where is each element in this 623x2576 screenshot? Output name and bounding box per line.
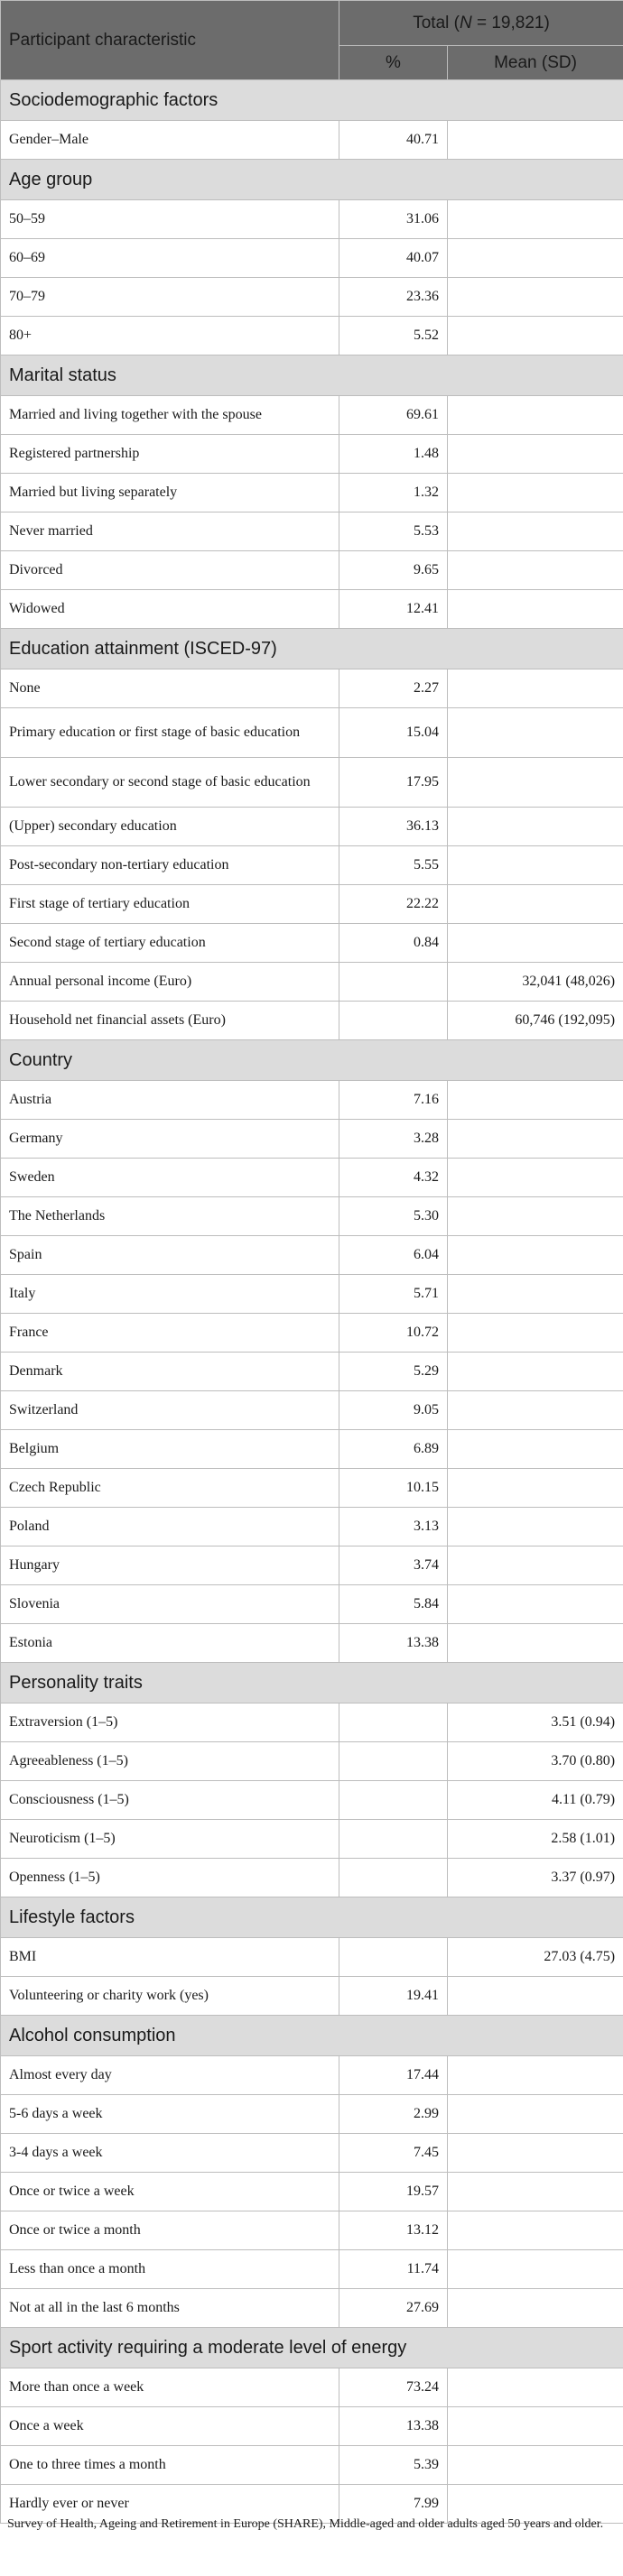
row-label: Divorced [1,551,339,590]
table-row [1,1391,623,1430]
table-row [1,317,623,355]
row-mean-sd [448,1236,623,1275]
section-header-row [1,355,623,396]
row-percent: 7.45 [339,2134,448,2173]
table-row [1,1081,623,1120]
row-percent: 11.74 [339,2250,448,2289]
row-label: Registered partnership [1,435,339,474]
row-percent: 5.39 [339,2446,448,2485]
table-row [1,1820,623,1859]
row-percent: 2.27 [339,669,448,708]
row-label: None [1,669,339,708]
row-percent: 19.41 [339,1977,448,2016]
table-row [1,551,623,590]
row-percent: 23.36 [339,278,448,317]
row-percent: 5.84 [339,1585,448,1624]
row-percent: 15.04 [339,708,448,758]
row-percent: 31.06 [339,200,448,239]
row-percent: 3.74 [339,1547,448,1585]
row-mean-sd: 60,746 (192,095) [448,1002,623,1040]
row-percent: 69.61 [339,396,448,435]
row-percent: 40.07 [339,239,448,278]
row-mean-sd: 3.37 (0.97) [448,1859,623,1897]
table-row [1,1236,623,1275]
row-label: Spain [1,1236,339,1275]
row-mean-sd [448,121,623,160]
row-label: First stage of tertiary education [1,885,339,924]
section-header-row [1,1040,623,1081]
section-title: Sport activity requiring a moderate level of energy [1,2328,623,2368]
row-label: Once or twice a month [1,2211,339,2250]
row-label: One to three times a month [1,2446,339,2485]
table-body [1,80,623,2524]
table-row [1,1508,623,1547]
table-row [1,1742,623,1781]
row-percent: 7.16 [339,1081,448,1120]
row-label: Widowed [1,590,339,629]
row-mean-sd [448,1977,623,2016]
section-header-row [1,160,623,200]
row-percent: 10.72 [339,1314,448,1353]
row-label: Married but living separately [1,474,339,512]
table-row [1,1781,623,1820]
row-label: Not at all in the last 6 months [1,2289,339,2328]
row-mean-sd: 27.03 (4.75) [448,1938,623,1977]
row-mean-sd [448,2368,623,2407]
row-label: 50–59 [1,200,339,239]
row-percent: 3.28 [339,1120,448,1159]
row-percent: 1.32 [339,474,448,512]
table-row [1,1703,623,1742]
header-total-suffix: = 19,821) [471,13,550,32]
header-total-prefix: Total ( [413,13,460,32]
row-label: Married and living together with the spouse [1,396,339,435]
row-label: Once a week [1,2407,339,2446]
row-percent: 5.29 [339,1353,448,1391]
row-mean-sd [448,512,623,551]
section-header-row [1,2016,623,2056]
row-percent: 9.65 [339,551,448,590]
row-percent: 13.38 [339,1624,448,1663]
table-row [1,278,623,317]
row-label: 5-6 days a week [1,2095,339,2134]
table-row [1,924,623,963]
table-row [1,2289,623,2328]
row-label: Post-secondary non-tertiary education [1,846,339,885]
section-title: Education attainment (ISCED-97) [1,629,623,669]
row-percent: 10.15 [339,1469,448,1508]
row-percent: 36.13 [339,808,448,846]
table-row [1,1120,623,1159]
row-mean-sd [448,317,623,355]
row-mean-sd [448,551,623,590]
table-row [1,396,623,435]
table-row [1,1469,623,1508]
row-label: Germany [1,1120,339,1159]
row-mean-sd [448,808,623,846]
table-row [1,121,623,160]
row-percent: 17.95 [339,758,448,808]
table-row [1,2173,623,2211]
header-mean-sd: Mean (SD) [448,46,623,80]
row-percent: 1.48 [339,435,448,474]
row-label: Almost every day [1,2056,339,2095]
row-percent [339,1820,448,1859]
row-percent [339,1703,448,1742]
table-row [1,2407,623,2446]
row-mean-sd [448,758,623,808]
row-label: Belgium [1,1430,339,1469]
row-label: Consciousness (1–5) [1,1781,339,1820]
row-label: Less than once a month [1,2250,339,2289]
row-mean-sd: 3.70 (0.80) [448,1742,623,1781]
row-label: Sweden [1,1159,339,1197]
table-row [1,1002,623,1040]
table-row [1,1624,623,1663]
row-label: Once or twice a week [1,2173,339,2211]
row-label: Poland [1,1508,339,1547]
row-percent: 4.32 [339,1159,448,1197]
row-label: Switzerland [1,1391,339,1430]
row-mean-sd [448,2446,623,2485]
row-mean-sd [448,2056,623,2095]
table-row [1,1430,623,1469]
header-participant-characteristic: Participant characteristic [1,1,339,80]
row-percent [339,1859,448,1897]
row-mean-sd [448,1314,623,1353]
table-row [1,758,623,808]
row-percent: 27.69 [339,2289,448,2328]
row-label: BMI [1,1938,339,1977]
table-row [1,512,623,551]
row-label: Italy [1,1275,339,1314]
row-mean-sd [448,1391,623,1430]
row-percent: 5.71 [339,1275,448,1314]
row-percent: 6.04 [339,1236,448,1275]
table-row [1,708,623,758]
row-label: Never married [1,512,339,551]
row-label: 3-4 days a week [1,2134,339,2173]
row-label: More than once a week [1,2368,339,2407]
row-percent [339,1781,448,1820]
table-row [1,590,623,629]
row-mean-sd [448,1159,623,1197]
row-mean-sd [448,1081,623,1120]
row-mean-sd [448,1120,623,1159]
row-mean-sd [448,1275,623,1314]
row-label: Hardly ever or never [1,2485,339,2524]
table-row [1,1197,623,1236]
row-label: Austria [1,1081,339,1120]
table-row [1,435,623,474]
row-label: Gender–Male [1,121,339,160]
row-mean-sd [448,435,623,474]
table-row [1,1585,623,1624]
row-percent: 9.05 [339,1391,448,1430]
row-mean-sd [448,924,623,963]
section-header-row [1,2328,623,2368]
table-row [1,2446,623,2485]
table-row [1,669,623,708]
row-percent: 3.13 [339,1508,448,1547]
table-row [1,1977,623,2016]
section-title: Age group [1,160,623,200]
row-mean-sd [448,708,623,758]
row-mean-sd [448,1197,623,1236]
row-label: Openness (1–5) [1,1859,339,1897]
table-row [1,200,623,239]
table-row [1,2250,623,2289]
header-total [339,1,623,46]
row-label: France [1,1314,339,1353]
row-mean-sd [448,2407,623,2446]
row-mean-sd [448,1353,623,1391]
row-mean-sd [448,1547,623,1585]
row-mean-sd [448,1508,623,1547]
row-percent: 6.89 [339,1430,448,1469]
table-row [1,1859,623,1897]
row-label: Slovenia [1,1585,339,1624]
section-header-row [1,1897,623,1938]
table-row [1,1938,623,1977]
row-percent: 13.12 [339,2211,448,2250]
header-percent: % [339,46,448,80]
row-percent: 40.71 [339,121,448,160]
row-label: Annual personal income (Euro) [1,963,339,1002]
row-label: Volunteering or charity work (yes) [1,1977,339,2016]
row-percent: 5.53 [339,512,448,551]
table-row [1,808,623,846]
section-title: Lifestyle factors [1,1897,623,1938]
row-label: Second stage of tertiary education [1,924,339,963]
row-mean-sd [448,846,623,885]
row-label: Neuroticism (1–5) [1,1820,339,1859]
row-percent: 73.24 [339,2368,448,2407]
row-percent: 12.41 [339,590,448,629]
row-mean-sd: 2.58 (1.01) [448,1820,623,1859]
row-label: Primary education or first stage of basic education [1,708,339,758]
row-label: 70–79 [1,278,339,317]
row-mean-sd [448,239,623,278]
row-percent [339,1742,448,1781]
row-mean-sd [448,590,623,629]
table-row [1,846,623,885]
row-percent: 0.84 [339,924,448,963]
row-label: Czech Republic [1,1469,339,1508]
row-mean-sd [448,2173,623,2211]
section-header-row [1,629,623,669]
row-mean-sd: 3.51 (0.94) [448,1703,623,1742]
row-label: 60–69 [1,239,339,278]
table-row [1,1275,623,1314]
table-row [1,963,623,1002]
section-title: Country [1,1040,623,1081]
row-label: Lower secondary or second stage of basic education [1,758,339,808]
row-percent: 13.38 [339,2407,448,2446]
row-percent: 5.30 [339,1197,448,1236]
row-label: Denmark [1,1353,339,1391]
row-label: The Netherlands [1,1197,339,1236]
row-mean-sd [448,200,623,239]
row-percent [339,1002,448,1040]
row-mean-sd [448,2250,623,2289]
row-mean-sd [448,1430,623,1469]
table-row [1,2056,623,2095]
row-mean-sd: 4.11 (0.79) [448,1781,623,1820]
row-percent: 2.99 [339,2095,448,2134]
row-label: (Upper) secondary education [1,808,339,846]
row-mean-sd [448,885,623,924]
table-row [1,474,623,512]
row-mean-sd [448,474,623,512]
table-row [1,885,623,924]
row-mean-sd [448,2095,623,2134]
row-percent: 5.55 [339,846,448,885]
section-title: Alcohol consumption [1,2016,623,2056]
row-mean-sd [448,2289,623,2328]
row-mean-sd [448,669,623,708]
row-percent [339,963,448,1002]
table-row [1,1314,623,1353]
section-title: Personality traits [1,1663,623,1703]
table-row [1,2134,623,2173]
table-row [1,2368,623,2407]
row-percent: 7.99 [339,2485,448,2524]
row-percent [339,1938,448,1977]
row-percent: 5.52 [339,317,448,355]
row-mean-sd: 32,041 (48,026) [448,963,623,1002]
row-percent: 19.57 [339,2173,448,2211]
section-title: Sociodemographic factors [1,80,623,121]
row-mean-sd [448,2211,623,2250]
table-row [1,2211,623,2250]
table-footnote: Survey of Health, Ageing and Retirement in Europe (SHARE), Middle-aged and older adults aged 50 years and older. [7,2517,604,2531]
table-row [1,2095,623,2134]
row-mean-sd [448,1624,623,1663]
table-row [1,1547,623,1585]
row-mean-sd [448,1585,623,1624]
section-header-row [1,1663,623,1703]
row-label: Hungary [1,1547,339,1585]
row-label: Household net financial assets (Euro) [1,1002,339,1040]
row-mean-sd [448,2134,623,2173]
table-header-row [1,1,623,46]
row-percent: 22.22 [339,885,448,924]
table-row [1,1159,623,1197]
section-header-row [1,80,623,121]
header-total-n: N [459,13,472,32]
row-mean-sd [448,278,623,317]
row-mean-sd [448,1469,623,1508]
row-percent: 17.44 [339,2056,448,2095]
row-mean-sd [448,396,623,435]
section-title: Marital status [1,355,623,396]
row-label: Estonia [1,1624,339,1663]
table-row [1,1353,623,1391]
table-row [1,239,623,278]
row-label: Agreeableness (1–5) [1,1742,339,1781]
row-label: 80+ [1,317,339,355]
row-label: Extraversion (1–5) [1,1703,339,1742]
